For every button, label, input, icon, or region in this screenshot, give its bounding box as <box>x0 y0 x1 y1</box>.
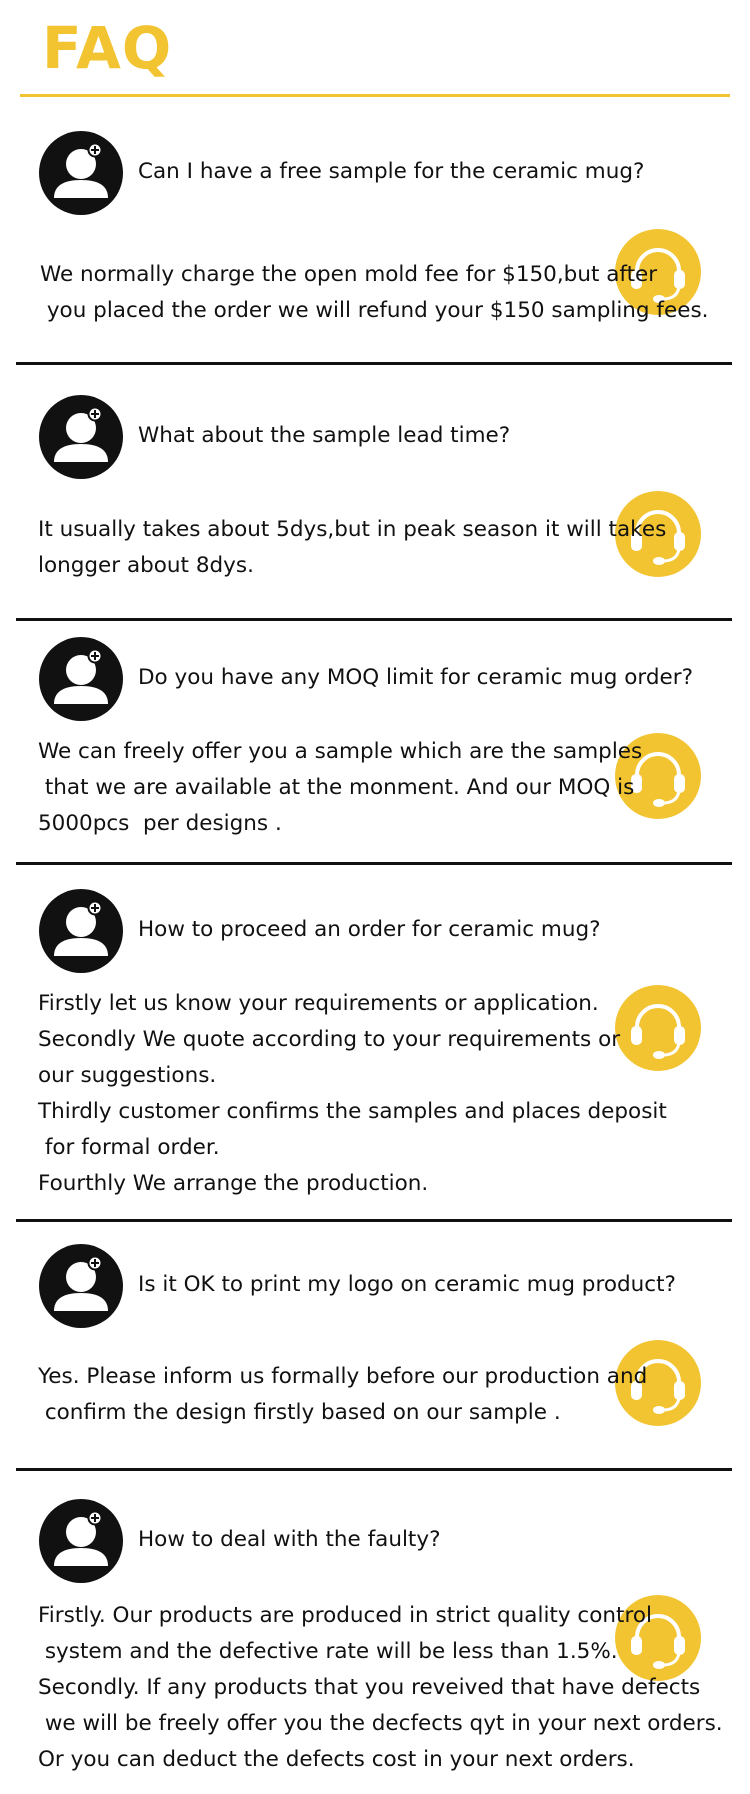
faq-question: Can I have a free sample for the ceramic mug? <box>138 159 645 184</box>
faq-answer: Firstly let us know your requirements or application. Secondly We quote according to your requirements or our suggestions. Thirdly customer confirms the samples and places deposit for formal order. Fourthly We arrange the production. <box>38 991 667 1196</box>
user-plus-icon <box>38 636 124 722</box>
faq-answer: It usually takes about 5dys,but in peak season it will takes longger about 8dys. <box>38 517 667 578</box>
faq-question: What about the sample lead time? <box>138 423 511 448</box>
faq-answer: Yes. Please inform us formally before our production and confirm the design firstly based on our sample . <box>38 1364 648 1425</box>
faq-answer: We normally charge the open mold fee for $150,but after you placed the order we will refund your $150 sampling fees. <box>40 262 709 323</box>
faq-question: How to deal with the faulty? <box>138 1527 441 1552</box>
user-plus-icon <box>38 1243 124 1329</box>
faq-divider <box>16 362 732 365</box>
faq-divider <box>16 618 732 621</box>
faq-answer: We can freely offer you a sample which are the samples that we are available at the monment. And our MOQ is 5000pcs per designs . <box>38 739 643 836</box>
faq-question: Do you have any MOQ limit for ceramic mug order? <box>138 665 694 690</box>
faq-divider <box>16 862 732 865</box>
faq-answer: Firstly. Our products are produced in strict quality control system and the defective rate will be less than 1.5%. Secondly. If any products that you reveived that have defects we will be freely offer you the decfects qyt in your next orders. Or you can deduct the defects cost in your next orders. <box>38 1603 723 1772</box>
faq-question: Is it OK to print my logo on ceramic mug product? <box>138 1272 676 1297</box>
faq-title: FAQ <box>42 14 173 82</box>
user-plus-icon <box>38 888 124 974</box>
faq-question: How to proceed an order for ceramic mug? <box>138 917 601 942</box>
user-plus-icon <box>38 394 124 480</box>
faq-divider <box>16 1219 732 1222</box>
user-plus-icon <box>38 1498 124 1584</box>
faq-divider <box>16 1468 732 1471</box>
user-plus-icon <box>38 130 124 216</box>
title-underline <box>20 94 730 97</box>
